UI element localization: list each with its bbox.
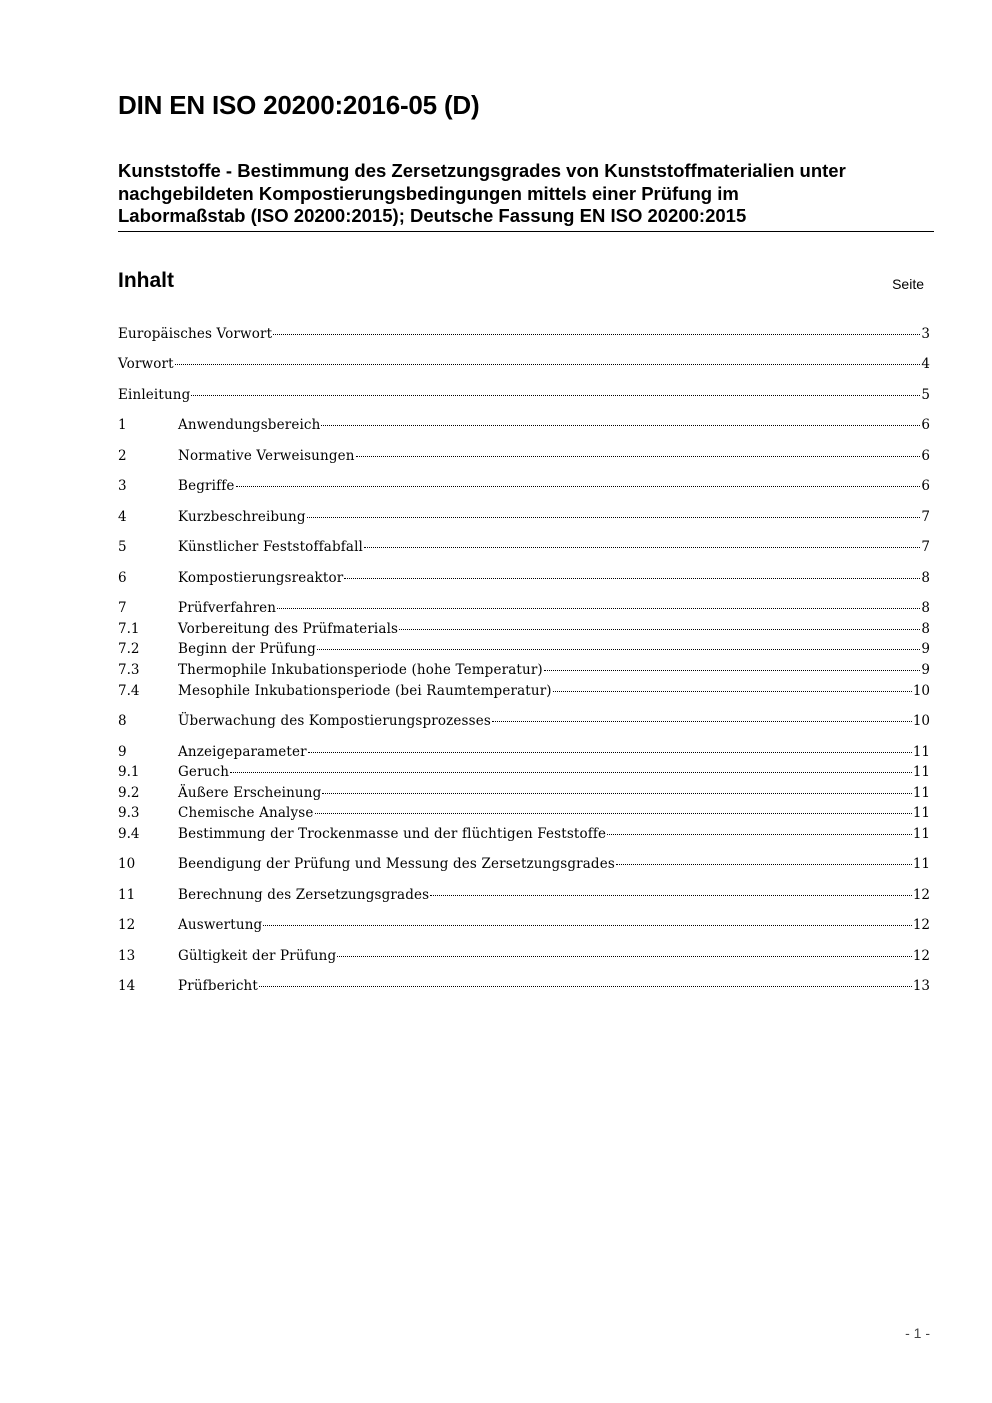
toc-entry-page: 4: [921, 356, 930, 372]
toc-entry-title: Bestimmung der Trockenmasse und der flüchtigen Feststoffe: [178, 826, 607, 842]
toc-entry-title: Vorwort: [118, 356, 174, 372]
toc-entry[interactable]: [118, 509, 930, 529]
toc-dot-leader: [308, 752, 912, 753]
toc-dot-leader: [616, 864, 912, 865]
toc-entry-number: 9: [118, 744, 127, 760]
toc-entry-title: Anwendungsbereich: [178, 417, 321, 433]
toc-entry[interactable]: [118, 417, 930, 437]
toc-entry-title: Kurzbeschreibung: [178, 509, 306, 525]
toc-entry[interactable]: [118, 570, 930, 590]
toc-entry-title: Berechnung des Zersetzungsgrades: [178, 887, 430, 903]
toc-dot-leader: [321, 425, 920, 426]
toc-heading: Inhalt: [118, 269, 174, 292]
toc-entry-page: 11: [912, 826, 930, 842]
toc-entry-title: Künstlicher Feststoffabfall: [178, 539, 364, 555]
document-title-line: nachgebildeten Kompostierungsbedingungen mittels einer Prüfung im: [118, 182, 739, 204]
toc-dot-leader: [307, 517, 921, 518]
document-title-line: Labormaßstab (ISO 20200:2015); Deutsche Fassung EN ISO 20200:2015: [118, 205, 747, 226]
toc-entry-page: 13: [912, 978, 930, 994]
toc-entry-title: Europäisches Vorwort: [118, 326, 273, 342]
toc-dot-leader: [191, 395, 920, 396]
toc-entry[interactable]: [118, 713, 930, 733]
toc-entry-page: 7: [921, 539, 930, 555]
toc-entry[interactable]: [118, 683, 930, 703]
toc-entry-number: 7.3: [118, 662, 140, 678]
toc-entry[interactable]: [118, 641, 930, 661]
toc-entry-number: 13: [118, 948, 136, 964]
toc-entry[interactable]: [118, 856, 930, 876]
toc-entry-number: 7: [118, 600, 127, 616]
toc-entry-page: 6: [921, 448, 930, 464]
toc-entry-page: 12: [912, 948, 930, 964]
toc-entry[interactable]: [118, 448, 930, 468]
toc-entry-number: 9.1: [118, 764, 140, 780]
toc-entry-title: Beendigung der Prüfung und Messung des Zersetzungsgrades: [178, 856, 615, 872]
toc-entry[interactable]: [118, 539, 930, 559]
toc-entry-title: Beginn der Prüfung: [178, 641, 316, 657]
toc-entry-page: 9: [921, 662, 930, 678]
toc-entry[interactable]: [118, 600, 930, 620]
toc-entry[interactable]: [118, 621, 930, 641]
toc-entry-title: Einleitung: [118, 387, 191, 403]
toc-dot-leader: [544, 670, 921, 671]
toc-dot-leader: [259, 986, 912, 987]
toc-entry-title: Auswertung: [178, 917, 263, 933]
toc-dot-leader: [337, 956, 911, 957]
toc-entry[interactable]: [118, 662, 930, 682]
toc-entry-number: 9.3: [118, 805, 140, 821]
toc-entry[interactable]: [118, 826, 930, 846]
toc-dot-leader: [356, 456, 921, 457]
toc-entry-number: 11: [118, 887, 136, 903]
toc-entry[interactable]: [118, 785, 930, 805]
toc-dot-leader: [273, 334, 920, 335]
toc-entry[interactable]: [118, 478, 930, 498]
toc-entry-page: 11: [912, 805, 930, 821]
toc-entry-number: 12: [118, 917, 136, 933]
toc-entry-page: 8: [921, 621, 930, 637]
toc-entry-number: 2: [118, 448, 127, 464]
toc-dot-leader: [492, 721, 912, 722]
document-id: DIN EN ISO 20200:2016-05 (D): [118, 90, 480, 120]
toc-entry-page: 10: [912, 683, 930, 699]
toc-entry-title: Anzeigeparameter: [178, 744, 307, 760]
toc-dot-leader: [236, 486, 921, 487]
toc-entry-page: 11: [912, 856, 930, 872]
document-title-line: Kunststoffe - Bestimmung des Zersetzungsgrades von Kunststoffmaterialien unter: [118, 160, 846, 181]
toc-entry-page: 11: [912, 785, 930, 801]
toc-entry-title: Kompostierungsreaktor: [178, 570, 344, 586]
toc-entry-page: 11: [912, 744, 930, 760]
toc-entry-title: Geruch: [178, 764, 230, 780]
toc-entry-page: 9: [921, 641, 930, 657]
toc-entry-page: 6: [921, 478, 930, 494]
toc-entry-page: 3: [921, 326, 930, 342]
toc-entry-number: 6: [118, 570, 127, 586]
toc-dot-leader: [230, 772, 912, 773]
toc-entry-title: Prüfbericht: [178, 978, 258, 994]
toc-entry-number: 10: [118, 856, 136, 872]
toc-entry[interactable]: [118, 805, 930, 825]
toc-entry-number: 7.1: [118, 621, 140, 637]
document-title: [118, 160, 934, 232]
toc-dot-leader: [263, 925, 911, 926]
toc-entry-page: 5: [921, 387, 930, 403]
toc-entry-number: 9.4: [118, 826, 140, 842]
toc-dot-leader: [317, 649, 921, 650]
toc-entry[interactable]: [118, 356, 930, 376]
toc-dot-leader: [430, 895, 912, 896]
toc-entry-title: Thermophile Inkubationsperiode (hohe Temperatur): [178, 662, 543, 678]
toc-entry[interactable]: [118, 948, 930, 968]
toc-entry-title: Äußere Erscheinung: [178, 785, 322, 801]
toc-entry-number: 4: [118, 509, 127, 525]
toc-entry-number: 7.2: [118, 641, 140, 657]
toc-entry-page: 8: [921, 570, 930, 586]
toc-entry-number: 7.4: [118, 683, 140, 699]
toc-entry-page: 7: [921, 509, 930, 525]
toc-entry-title: Normative Verweisungen: [178, 448, 355, 464]
toc-entry-page: 12: [912, 887, 930, 903]
toc-entry-page: 8: [921, 600, 930, 616]
toc-entry[interactable]: [118, 764, 930, 784]
toc-entry-title: Überwachung des Kompostierungsprozesses: [178, 713, 491, 729]
page-number: - 1 -: [905, 1325, 930, 1341]
toc-dot-leader: [315, 813, 912, 814]
toc-entry-page: 10: [912, 713, 930, 729]
toc-dot-leader: [553, 691, 912, 692]
toc-entry[interactable]: [118, 978, 930, 998]
toc-entry-number: 9.2: [118, 785, 140, 801]
toc-entry-number: 3: [118, 478, 127, 494]
toc-entry[interactable]: [118, 744, 930, 764]
toc-entry-page: 11: [912, 764, 930, 780]
toc-entry-title: Gültigkeit der Prüfung: [178, 948, 337, 964]
toc-entry[interactable]: [118, 887, 930, 907]
toc-dot-leader: [277, 608, 920, 609]
toc-entry-page: 12: [912, 917, 930, 933]
toc-entry-title: Vorbereitung des Prüfmaterials: [178, 621, 399, 637]
toc-dot-leader: [399, 629, 920, 630]
toc-entry-number: 8: [118, 713, 127, 729]
toc-entry-number: 14: [118, 978, 136, 994]
toc-entry-page: 6: [921, 417, 930, 433]
toc-dot-leader: [607, 834, 912, 835]
toc-entry-title: Prüfverfahren: [178, 600, 277, 616]
toc-entry-number: 5: [118, 539, 127, 555]
toc-entry-title: Begriffe: [178, 478, 235, 494]
toc-dot-leader: [175, 364, 921, 365]
toc-entry-number: 1: [118, 417, 127, 433]
toc-entry-title: Mesophile Inkubationsperiode (bei Raumtemperatur): [178, 683, 552, 699]
toc-entry[interactable]: [118, 387, 930, 407]
toc-dot-leader: [322, 793, 911, 794]
toc-dot-leader: [344, 578, 920, 579]
toc-entry-title: Chemische Analyse: [178, 805, 314, 821]
toc-page-column-label: Seite: [892, 276, 924, 292]
toc-entry[interactable]: [118, 917, 930, 937]
toc-entry[interactable]: [118, 326, 930, 346]
toc-dot-leader: [364, 547, 920, 548]
